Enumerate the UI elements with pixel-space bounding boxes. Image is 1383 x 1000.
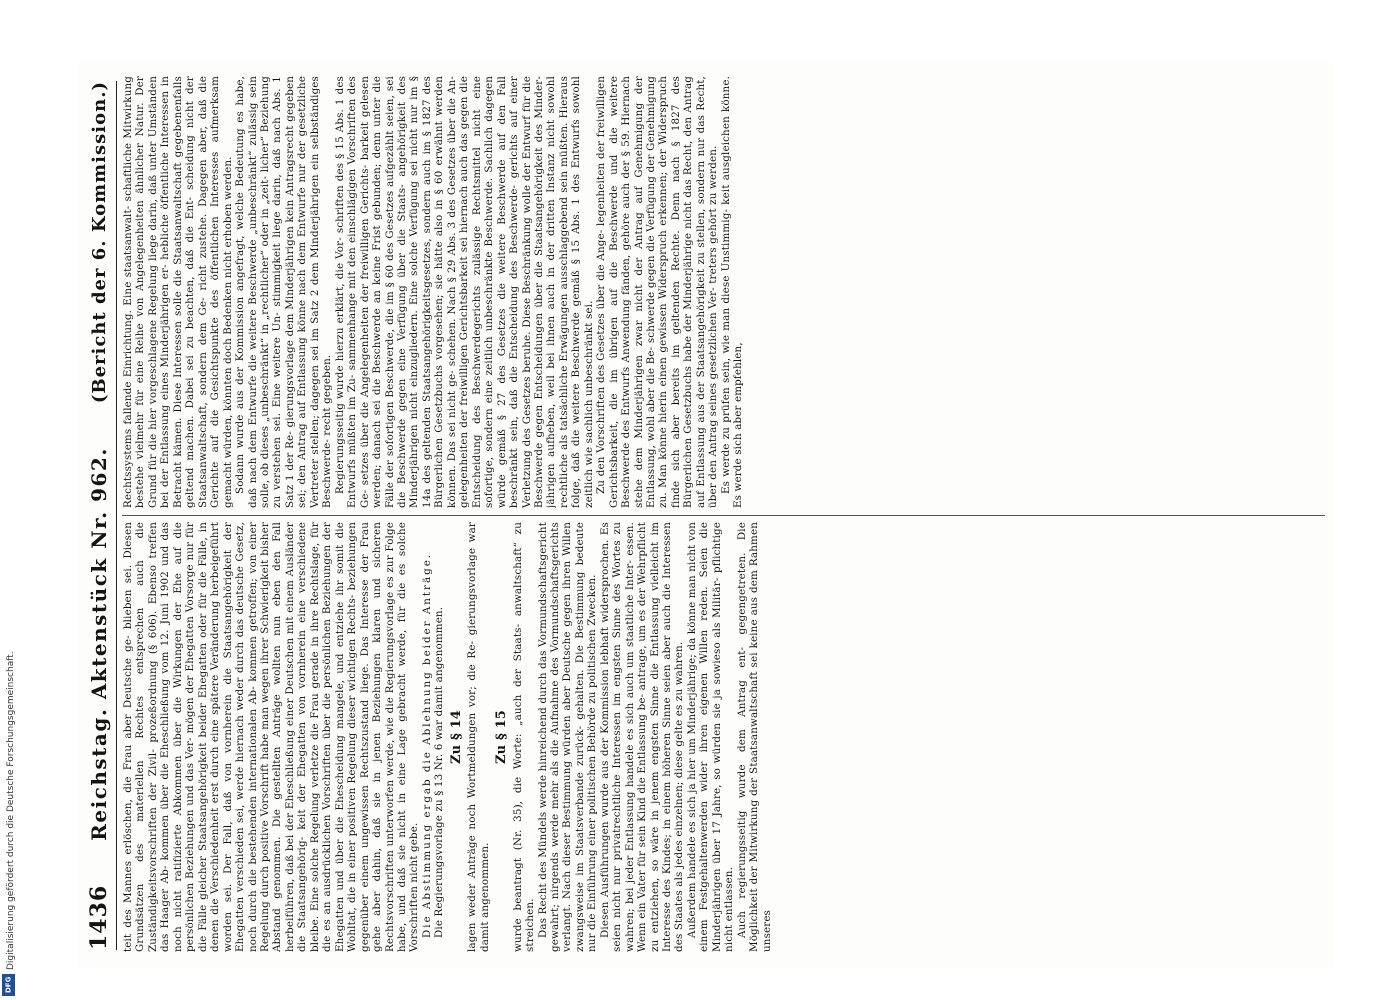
- paragraph: lagen weder Anträge noch Wortmeldungen vor; die Re- gierungsvorlage war damit angenommen.: [466, 522, 491, 952]
- paragraph: Die Abstimmung ergab die Ablehnung beider Anträge.: [420, 552, 433, 938]
- paragraph: Die Regierungsvorlage zu § 13 Nr. 6 war damit angenommen.: [433, 606, 446, 938]
- right-column: [122, 76, 1327, 508]
- paragraph: Rechtssystems fallende Einrichtung. Eine staatsanwalt- schaftliche Mitwirkung bestehe vielmehr für eine Reihe von Angelegenheiten ähnlicher Natur. Der Grund für die hier vorgeschlagene Regelung liege darin, daß unter Umständen bei der Entlassung eines Minderjährigen er- hebliche öffentliche Interessen in Betracht kämen. Diese Interessen solle die Staatsanwaltschaft gegebenenfalls geltend machen. Dabei sei zu beachten, daß die Ent- scheidung nicht der Staatsanwaltschaft, sondern dem Ge- richt zustehe. Dagegen aber, daß die Gerichte auf die Gesichtspunkte des öffentlichen Interesses aufmerksam gemacht würden, könnten doch Bedenken nicht erhoben werden.: [122, 76, 234, 508]
- page-header: [82, 81, 117, 950]
- page-number: 1436: [86, 884, 112, 950]
- column-divider: [122, 515, 1325, 516]
- paragraph: Diesen Ausführungen wurde aus der Kommission lebhaft widersprochen. Es seien nicht nur privatrechtliche Interessen im engsten Sinne des Wortes zu wahren; bei jeder Entlassung handele es sich auch um staatliche Inter- essen. Wenn ein Vater für sein Kind die Entlassung be- antrage, um es der Wehrpflicht zu entziehen, so wäre in jenem engsten Sinne die Entlassung vielleicht im Interesse des Kindes; in einem höheren Sinne seien aber auch die Interessen des Staates als jedes einzelnen; diese gelte es zu wahren.: [598, 522, 686, 952]
- left-column: [122, 522, 1327, 952]
- paragraph: Regierungsseitig wurde hierzu erklärt, die Vor- schriften des § 15 Abs. 1 des Entwurfs müßten im Zu- sammenhange mit den einschlägigen Vorschriften des Ge- setzes über die Angelegenheiten der freiwilligen Gerichts- barkeit gelesen werden; danach sei die Beschwerde an keine Frist gebunden; denn unter die Fälle der sofortigen Beschwerde, die im § 60 des Gesetzes aufgezählt seien, sei die Beschwerde gegen eine Verfügung über die Staats- angehörigkeit des Minderjährigen nicht einzugliedern. Eine solche Verfügung sei nicht nur im § 14a des geltenden Staatsangehörigkeitsgesetzes, sondern auch im § 1827 des Bürgerlichen Gesetzbuchs vorgesehen; sie hätte also in § 60 erwähnt werden können. Das sei nicht ge- schehen. Nach § 29 Abs. 3 des Gesetzes über die An- gelegenheiten der freiwilligen Gerichtsbarkeit sei hiernach auch das gegen die Entscheidung des Beschwerdegerichts zulässige Rechtsmittel nicht eine sofortige, sondern eine zeitlich unbeschränkte Beschwerde. Sachlich dagegen würde gemäß § 27 des Gesetzes die weitere Beschwerde auf den Fall beschränkt sein, daß die Entscheidung des Beschwerde- gerichts auf einer Verletzung des Gesetzes beruhe. Diese Beschränkung wolle der Entwurf für die Beschwerde gegen Entscheidungen über die Staatsangehörigkeit des Minder- jährigen aufheben, weil bei ihnen auch in der dritten Instanz nicht sowohl rechtliche als tatsächliche Erwägungen ausschlaggebend sein müßten. Hieraus folge, daß die weitere Beschwerde gemäß § 15 Abs. 1 des Entwurfs sowohl zeitlich wie sachlich unbeschränkt sei.: [333, 76, 595, 508]
- dfg-logo: DFG: [2, 974, 15, 996]
- paragraph: Zu den Vorschriften des Gesetzes über die Ange- legenheiten der freiwilligen Gerichtsbarkeit, die im übrigen auf die Beschwerde und die weitere Beschwerde des Entwurfs Anwendung fänden, gehöre auch der § 59. Hiernach stehe dem Minderjährigen zwar nicht der Antrag auf Genehmigung der Entlassung, wohl aber die Be- schwerde gegen die Verfügung der Genehmigung zu. Man könne hierin einen gewissen Widerspruch erkennen; der Widerspruch finde sich aber bereits im geltenden Rechte. Denn nach § 1827 des Bürgerlichen Gesetzbuchs habe der Minderjährige nicht das Recht, den Antrag auf Entlassung aus der Staatsangehörigkeit zu stellen, sondern nur das Recht, über den Antrag seines gesetzlichen Ver- treters gehört zu werden.: [595, 76, 720, 508]
- running-subtitle: (Bericht der 6. Kommission.): [88, 81, 110, 404]
- section-heading-15: Zu § 15: [494, 710, 510, 764]
- paragraph: Es werde zu prüfen sein, wie man diese Unstimmig- keit ausgleichen könne. Es werde sich aber empfehlen,: [719, 76, 745, 508]
- document-page: [78, 63, 1333, 968]
- paragraph: Sodann wurde aus der Kommission angefragt, welche Bedeutung es habe, daß nach dem Entwurfe die weitere Beschwerde „unbeschränkt“ zulässig sein solle, ob dieses „unbeschränkt“ in „rechtlicher“ oder in „zeit- licher“ Beziehung zu verstehen sei. Eine weitere Un- stimmigkeit liege darin, daß nach Abs. 1 Satz 1 der Re- gierungsvorlage dem Minderjährigen kein Antragsrecht gegeben sei; den Antrag auf Entlassung könne nach dem Entwurfe nur der gesetzliche Vertreter stellen; dagegen sei im Satz 2 dem Minderjährigen ein selbständiges Beschwerde- recht gegeben.: [234, 76, 334, 508]
- credit-strip: [0, 0, 18, 1000]
- paragraph: Auch regierungsseitig wurde dem Antrag ent- gegengetreten. Die Möglichkeit der Mitwirkung der Staatsanwaltschaft sei keine aus dem Rahmen unseres: [735, 522, 773, 952]
- paragraph: teit des Mannes erlöschen, die Frau aber Deutsche ge- blieben sei. Diesen Grundsätzen des materiellen Rechtes entsprechen auch die Zuständigkeitsvorschriften der Zivil- prozeßordnung (§ 606). Ebenso treffen das Haager Ab- kommen über die Eheschließung vom 12. Juni 1902 und das noch nicht ratifizierte Abkommen über die Wirkungen der Ehe auf die persönlichen Beziehungen und das Ver- mögen der Ehegatten Vorsorge nur für die Fälle gleicher Staatsangehörigkeit beider Ehegatten oder für die Fälle, in denen die Verschiedenheit erst durch eine spätere Veränderung herbeigeführt worden sei. Der Fall, daß von vornherein die Staatsangehörigkeit der Ehegatten verschieden sei, werde hiernach weder durch das deutsche Gesetz, noch durch die bestehenden internationalen Ab- kommen getroffen; von einer Regelung durch positive Vorschrift habe man wegen ihrer Schwierigkeit bisher Abstand genommen. Die gestellten Anträge wollten nun eben den Fall herbeiführen, daß bei der Eheschließung einer Deutschen mit einem Ausländer die Staatsangehörig- keit der Ehegatten von vornherein eine verschiedene bleibe. Eine solche Regelung verletze die Frau gerade in ihre Rechtslage, für die es an ausdrücklichen Vorschriften über die persönlichen Beziehungen der Ehegatten und über die Ehescheidung mangele, und entziehe ihr somit die Wohltat, die in einer positiven Regelung dieser wichtigen Rechts- beziehungen gegenüber einem ungewissen Rechtszustand liege. Das Interesse der Frau gehe aber dahin, daß sie in jenen Beziehungen klaren und sicheren Rechtsvorschriften unterworfen werde, wie die Regierungsvorlage es zur Folge habe, und daß sie nicht in eine Lage gebracht werde, für die es solche Vorschriften nicht gebe.: [122, 522, 421, 952]
- paragraph: wurde beantragt (Nr. 35), die Worte: „auch der Staats- anwaltschaft“ zu streichen.: [511, 522, 537, 952]
- section-heading-14: Zu § 14: [448, 710, 464, 764]
- funding-credit: Digitalisierung gefördert durch die Deutsche Forschungsgemeinschaft.: [6, 651, 16, 970]
- paragraph: Das Recht des Mündels werde hinreichend durch das Vormundschaftsgericht gewahrt; nirgends werde mehr als die Aufnahme des Vormundschaftsgerichts verlangt. Nach dieser Bestimmung würden aber Deutsche gegen ihren Willen zwangsweise im Staatsverbande zurück- gehalten. Die Bestimmung bedeute nur die Einführung einer politischen Behörde zu politischen Zwecken.: [536, 522, 599, 952]
- paragraph: Außerdem handele es sich ja hier um Minderjährige; da könne man nicht von einem Festgehaltenwerden wider ihren eigenen Willen reden. Seien die Minderjährigen über 17 Jahre, so würden sie ja sowieso als Militär- pflichtige nicht entlassen.: [685, 522, 736, 952]
- running-title: Reichstag. Aktenstück Nr. 962.: [87, 447, 111, 841]
